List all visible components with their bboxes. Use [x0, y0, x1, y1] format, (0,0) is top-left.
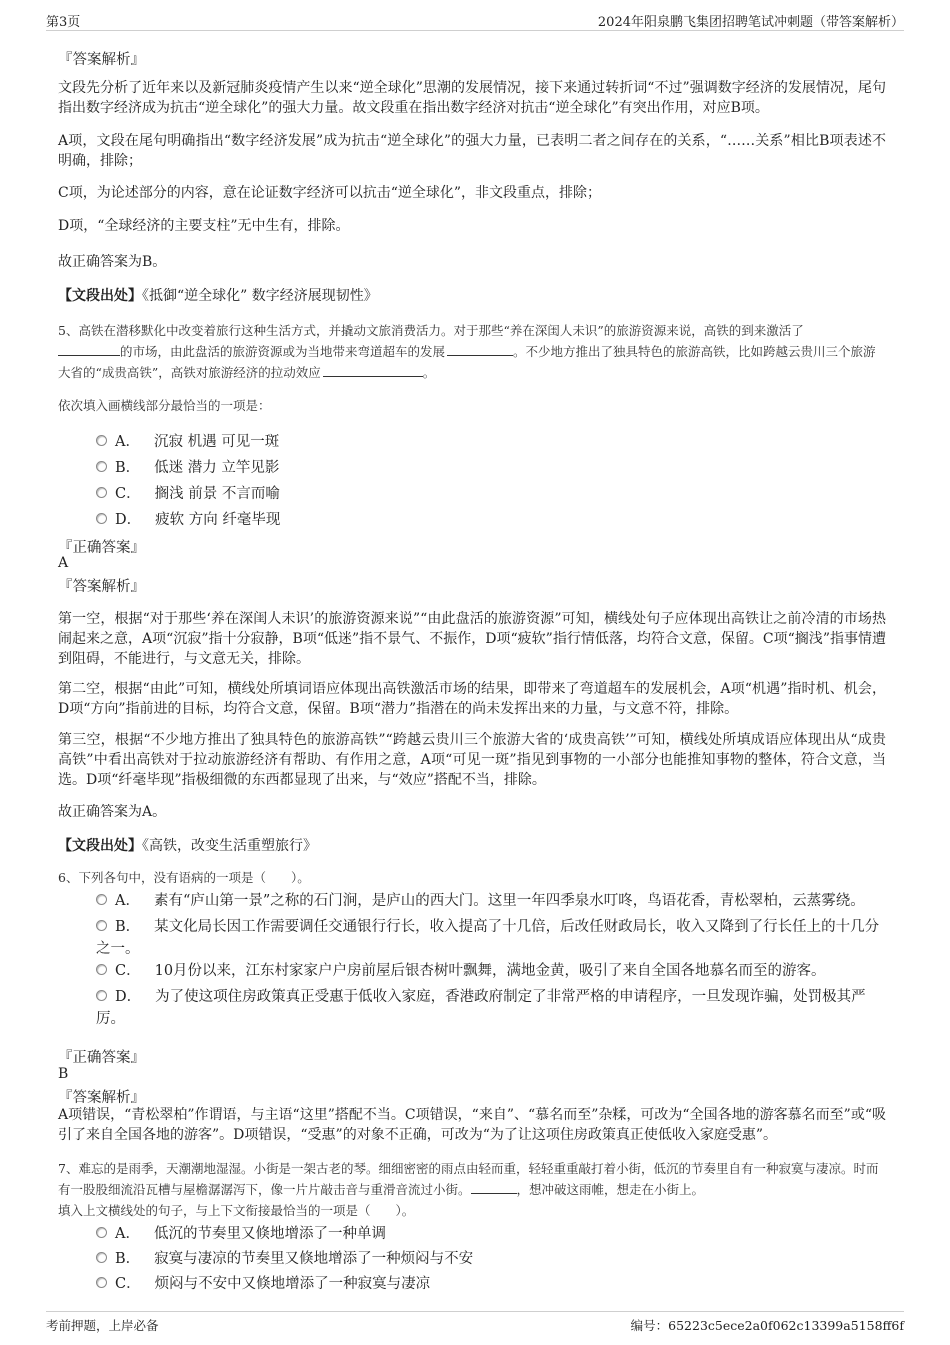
option-text: 为了使这项住房政策真正受惠于低收入家庭，香港政府制定了非常严格的申请程序，一旦发现诈骗，处罚极其严厉。 [96, 989, 866, 1027]
source-title: 《高铁，改变生活重塑旅行》 [142, 838, 317, 854]
q4-analysis-p3: C项，为论述部分的内容，意在论证数字经济可以抗击“逆全球化”，非文段重点，排除； [58, 185, 602, 201]
page-header [46, 8, 904, 31]
q7-option-b[interactable] [96, 1247, 473, 1268]
option-letter: B． [115, 1251, 141, 1267]
q5-option-a[interactable] [96, 430, 279, 451]
q5-analysis-p2: 第二空，根据“由此”可知，横线处所填词语应体现出高铁激活市场的结果，即带来了弯道超车的发展机会，A项“机遇”指时机、机会，D项“方向”指前进的目标，均符合文意，保留。B项“潜力”指潜在的尚未发挥出来的力量，与文意不符，排除。 [58, 681, 886, 717]
analysis-label: 『答案解析』 [58, 1090, 145, 1106]
q5-stem [58, 320, 888, 383]
q5-source [58, 835, 317, 855]
q5-conclusion: 故正确答案为A。 [58, 804, 167, 820]
source-prefix: 【文段出处】 [58, 288, 142, 304]
option-text: 烦闷与不安中又倏地增添了一种寂寞与凄凉 [154, 1276, 431, 1292]
radio-icon[interactable] [96, 1252, 107, 1263]
q4-analysis-p4: D项，“全球经济的主要支柱”无中生有，排除。 [58, 218, 350, 234]
radio-icon[interactable] [96, 435, 107, 446]
option-letter: C． [115, 963, 141, 979]
q6-option-b[interactable] [96, 916, 886, 960]
q6-option-d[interactable] [96, 986, 886, 1030]
option-letter: C． [115, 1276, 141, 1292]
option-text: 某文化局长因工作需要调任交通银行行长，收入提高了十几倍，后改任财政局长，收入又降到了行长任上的十几分之一。 [96, 919, 880, 957]
q4-conclusion: 故正确答案为B。 [58, 254, 167, 270]
radio-icon[interactable] [96, 920, 107, 931]
q6-answer: B [58, 1066, 69, 1082]
source-title: 《抵御“逆全球化” 数字经济展现韧性》 [142, 288, 378, 304]
document-title: 2024年阳泉鹏飞集团招聘笔试冲刺题（带答案解析） [597, 15, 904, 30]
option-letter: D． [115, 989, 142, 1005]
page-footer [46, 1311, 904, 1336]
q4-analysis-p2: A项，文段在尾句明确指出“数字经济发展”成为抗击“逆全球化”的强大力量，已表明二者之间存在的关系，“……关系”相比B项表述不明确，排除； [58, 133, 886, 169]
analysis-label: 『答案解析』 [58, 579, 145, 595]
correct-answer-label: 『正确答案』 [58, 540, 145, 556]
option-text: 搁浅 前景 不言而喻 [154, 486, 280, 502]
radio-icon[interactable] [96, 964, 107, 975]
blank-line [447, 343, 513, 356]
q4-source [58, 285, 378, 305]
blank-line [323, 364, 423, 377]
q5-option-b[interactable] [96, 456, 279, 477]
option-text: 10月份以来，江东村家家户户房前屋后银杏树叶飘舞，满地金黄，吸引了来自全国各地慕名而至的游客。 [154, 963, 826, 979]
option-letter: B． [115, 919, 141, 935]
q5-analysis-p3: 第三空，根据“不少地方推出了独具特色的旅游高铁”“跨越云贵川三个旅游大省的‘成贵高铁’”可知，横线处所填成语应体现出从“成贵高铁”中看出高铁对于拉动旅游经济有帮助、有作用之意，A项“可见一斑”指见到事物的一小部分也能推知事物的整体，符合文意，当选。D项“纤毫毕现”指极细微的东西都显现了出来，与“效应”搭配不当，排除。 [58, 732, 886, 788]
option-letter: A． [115, 434, 140, 450]
option-letter: A． [115, 1226, 140, 1242]
option-text: 素有“庐山第一景”之称的石门涧，是庐山的西大门。这里一年四季泉水叮咚，鸟语花香，青松翠柏，云蒸雾绕。 [153, 893, 865, 909]
q7-stem-part: ，想冲破这雨帷，想走在小街上。 [516, 1182, 705, 1197]
radio-icon[interactable] [96, 461, 107, 472]
q6-option-a[interactable] [96, 890, 886, 912]
q5-stem-part: 的市场，由此盘活的旅游资源或为当地带来弯道超车的发展 [120, 344, 446, 359]
option-text: 寂寞与凄凉的节奏里又倏地增添了一种烦闷与不安 [154, 1251, 474, 1267]
q5-stem-part: 。 [422, 365, 436, 380]
option-letter: A． [115, 893, 140, 909]
q5-analysis-p1: 第一空，根据“对于那些‘养在深闺人未识’的旅游资源来说”“由此盘活的旅游资源”可知，横线处句子应体现出高铁让之前冷清的市场热闹起来之意，A项“沉寂”指十分寂静，B项“低迷”指不景气、不振作，D项“疲软”指行情低落，均符合文意，保留。C项“搁浅”指事情遭到阻碍，不能进行，与文意无关，排除。 [58, 611, 886, 667]
option-text: 低沉的节奏里又倏地增添了一种单调 [153, 1226, 386, 1242]
q5-stem-part: 5、高铁在潜移默化中改变着旅行这种生活方式，并撬动文旅消费活力。对于那些“养在深闺人未识”的旅游资源来说，高铁的到来激活了 [58, 323, 804, 338]
radio-icon[interactable] [96, 513, 107, 524]
radio-icon[interactable] [96, 1227, 107, 1238]
option-text: 沉寂 机遇 可见一斑 [153, 434, 280, 450]
q5-option-c[interactable] [96, 482, 280, 503]
q6-option-c[interactable] [96, 960, 886, 982]
blank-line [471, 1181, 517, 1194]
q7-option-a[interactable] [96, 1222, 386, 1243]
footer-slogan: 考前押题，上岸必备 [46, 1318, 159, 1333]
q7-instruction: 填入上文横线处的句子，与上下文衔接最恰当的一项是（ ）。 [58, 1203, 415, 1218]
document-id: 编号：65223c5ece2a0f062c13399a5158ff6f [630, 1318, 904, 1333]
radio-icon[interactable] [96, 894, 107, 905]
source-prefix: 【文段出处】 [58, 838, 142, 854]
radio-icon[interactable] [96, 487, 107, 498]
blank-line [58, 343, 120, 356]
option-letter: B． [115, 460, 141, 476]
option-text: 低迷 潜力 立竿见影 [154, 460, 280, 476]
q5-answer: A [58, 555, 69, 571]
page-number: 第3页 [46, 15, 81, 30]
q5-option-d[interactable] [96, 508, 280, 529]
radio-icon[interactable] [96, 1277, 107, 1288]
q6-stem: 6、下列各句中，没有语病的一项是（ ）。 [58, 870, 310, 885]
q5-instruction: 依次填入画横线部分最恰当的一项是： [58, 398, 271, 413]
q7-stem-part: 7、难忘的是雨季，天潮潮地湿湿。小街是一架古老的琴。细细密密的雨点由轻而重，轻轻重重敲打着小街，低沉的节奏里自有一种寂寞与凄凉。时而有一股股细流沿瓦槽与屋檐潺潺泻下，像一片片敲击音与重滑音流过小街。 [58, 1161, 879, 1197]
analysis-label: 『答案解析』 [58, 52, 145, 68]
q6-analysis: A项错误，“青松翠柏”作谓语，与主语“这里”搭配不当。C项错误，“来自”、“慕名而至”杂糅，可改为“全国各地的游客慕名而至”或“吸引了来自全国各地的游客”。D项错误，“受惠”的对象不正确，可改为“为了让这项住房政策真正使低收入家庭受惠”。 [58, 1107, 886, 1143]
correct-answer-label: 『正确答案』 [58, 1050, 145, 1066]
q4-analysis-p1: 文段先分析了近年来以及新冠肺炎疫情产生以来“逆全球化”思潮的发展情况，接下来通过转折词“不过”强调数字经济的发展情况，尾句指出数字经济成为抗击“逆全球化”的强大力量。故文段重在指出数字经济对抗击“逆全球化”有突出作用，对应B项。 [58, 80, 886, 116]
q5-stem-part: 。不少地方推出了独具特色的旅游高铁，比如跨越云贵川三个旅游大省的“成贵高铁”，高铁对旅游经济的拉动效应 [58, 344, 876, 380]
option-letter: C． [115, 486, 141, 502]
option-letter: D． [115, 512, 142, 528]
option-text: 疲软 方向 纤毫毕现 [155, 512, 281, 528]
q7-stem [58, 1158, 888, 1200]
radio-icon[interactable] [96, 990, 107, 1001]
q7-option-c[interactable] [96, 1272, 430, 1293]
